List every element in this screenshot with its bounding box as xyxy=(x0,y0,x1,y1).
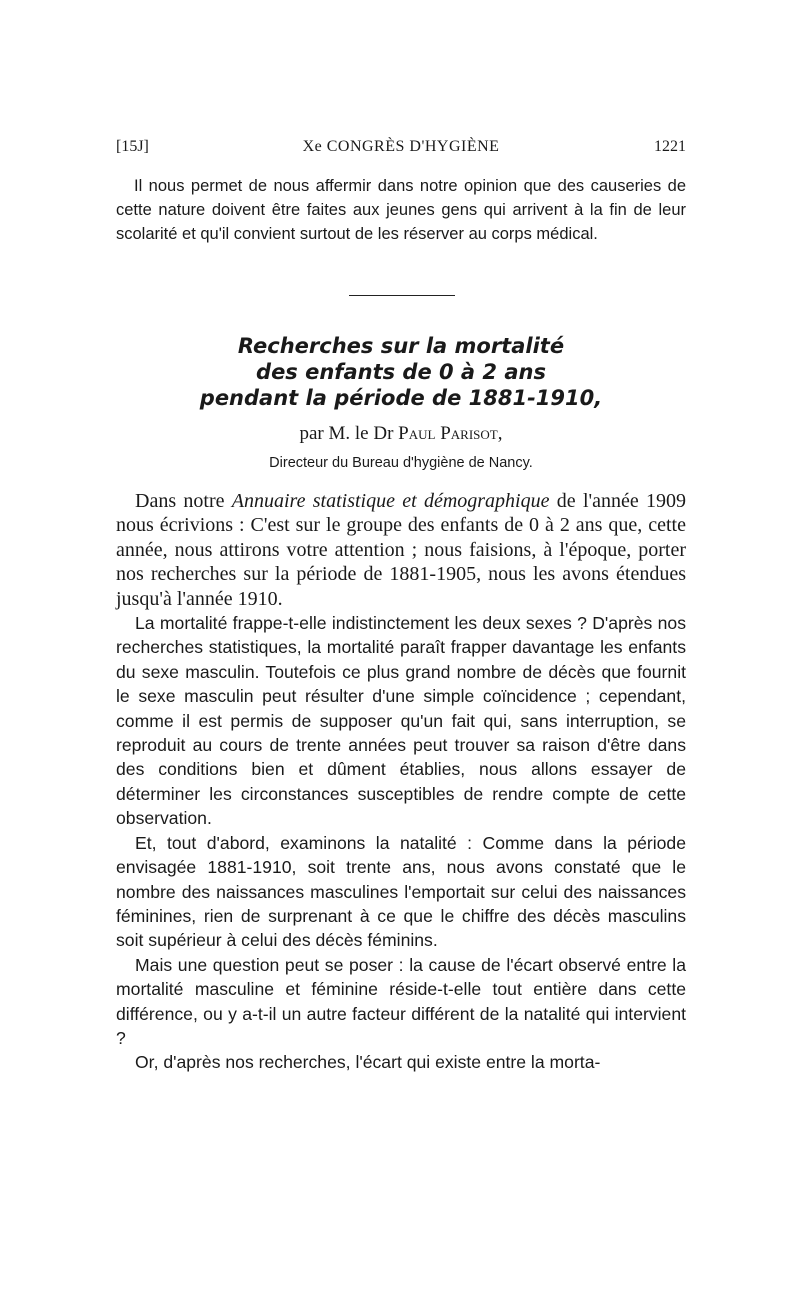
header-page-ref: [15J] xyxy=(116,138,149,155)
title-line-3: pendant la période de 1881-1910, xyxy=(199,386,603,410)
body-paragraph-2: La mortalité frappe-t-elle indistinctement les deux sexes ? D'après nos recherches statistiques, la mortalité paraît frapper davantage les enfants du sexe masculin. Toutefois ce plus grand nombre de décès que fournit le sexe masculin peut résulter d'une simple coïncidence ; cependant, comme il est permis de supposer qu'un fait qui, sans interruption, se reproduit au cours de trente années peut trouver sa raison d'être dans des conditions bien et dûment établies, nous allons essayer de déterminer les circonstances susceptibles de rendre compte de cette observation. xyxy=(116,613,686,829)
author-byline xyxy=(116,422,686,446)
body-paragraph-3: Et, tout d'abord, examinons la natalité : Comme dans la période envisagée 1881-1910, soit trente ans, nous avons constaté que le nombre des naissances masculines l'emportait sur celui des naissances féminines, rien de surprenant à ce que le chiffre des décès masculins soit supérieur à celui des décès féminins. xyxy=(116,832,686,951)
p1-rest: de l'année 1909 nous écrivions : C'est sur le groupe des enfants de 0 à 2 ans que, cette année, nous attirons votre attention ; nous faisions, à l'époque, porter nos recherches sur la période de 1881-1905, nous les avons étendues jusqu'à l'année 1910. xyxy=(116,490,687,610)
header-page-number: 1221 xyxy=(654,138,686,155)
intro-paragraph: Il nous permet de nous affermir dans notre opinion que des causeries de cette nature doivent être faites aux jeunes gens qui arrivent à la fin de leur scolarité et qu'il convient surtout de les réserver au corps médical. xyxy=(116,177,686,243)
article-title xyxy=(116,333,686,411)
author-affiliation: Directeur du Bureau d'hygiène de Nancy. xyxy=(269,455,533,471)
body-paragraph-1 xyxy=(116,489,686,611)
article-body xyxy=(116,489,686,1075)
header-journal-title: Xe CONGRÈS D'HYGIÈNE xyxy=(302,138,500,155)
byline-prefix: par M. le Dr xyxy=(299,423,394,444)
running-header xyxy=(116,138,686,162)
author-name: Paul Parisot, xyxy=(398,423,503,444)
body-paragraph-5: Or, d'après nos recherches, l'écart qui existe entre la morta- xyxy=(135,1052,601,1073)
p1-start: Dans notre xyxy=(135,490,225,512)
intro-section xyxy=(116,174,686,246)
title-line-1: Recherches sur la mortalité xyxy=(237,334,565,358)
title-line-2: des enfants de 0 à 2 ans xyxy=(256,360,546,384)
section-divider xyxy=(349,295,455,296)
body-paragraph-4: Mais une question peut se poser : la cause de l'écart observé entre la mortalité masculine et féminine réside-t-elle tout entière dans cette différence, ou y a-t-il un autre facteur différent de la natalité qui intervient ? xyxy=(116,954,686,1048)
p1-publication-title: Annuaire statistique et démographique xyxy=(231,490,550,512)
